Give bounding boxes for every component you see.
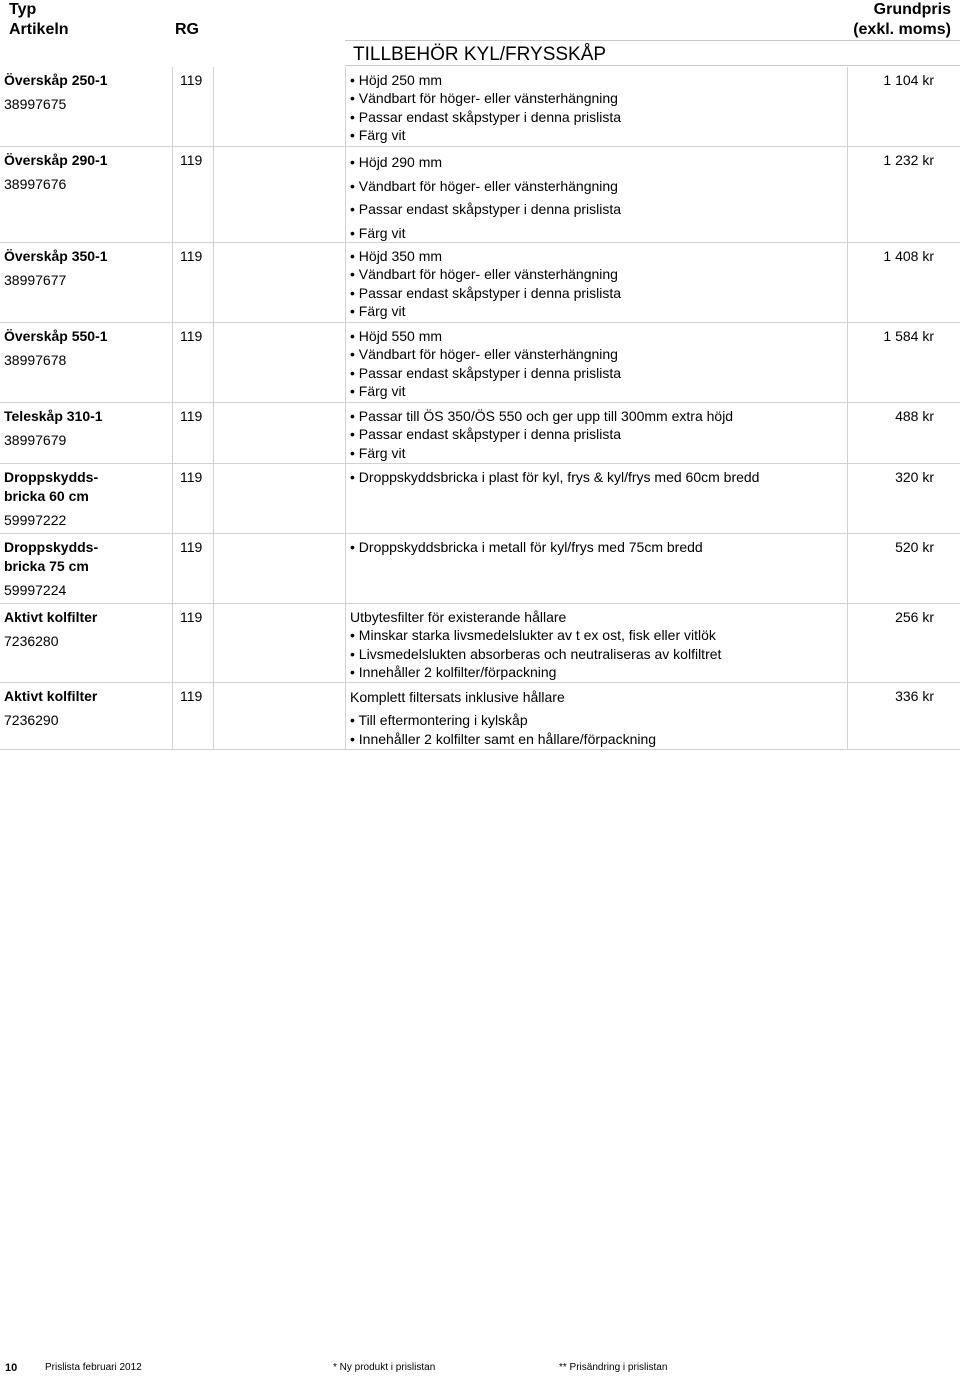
description-cell (345, 243, 847, 322)
description-line: • Droppskyddsbricka i metall för kyl/frys med 75cm bredd (350, 539, 703, 555)
description-cell (345, 67, 847, 146)
description-line: • Höjd 250 mm (350, 72, 443, 88)
description-line: • Höjd 350 mm (350, 248, 443, 264)
header-price-sublabel: (exkl. moms) (853, 21, 951, 38)
article-number: 38997675 (4, 96, 67, 112)
article-number: 7236280 (4, 633, 59, 649)
description-line: • Passar endast skåpstyper i denna prislista (350, 108, 622, 125)
table-row (0, 403, 960, 464)
rg-cell: 119 (172, 464, 213, 533)
article-number: 59997222 (4, 512, 67, 528)
new-product-note: * Ny produkt i prislistan (333, 1362, 436, 1373)
price-cell: 1 584 kr (847, 323, 960, 402)
article-name-line: Droppskydds- (4, 469, 99, 485)
description-cell (345, 683, 847, 749)
article-number: 59997224 (4, 582, 67, 598)
article-name: Överskåp 250-1 (4, 72, 108, 88)
article-cell (0, 403, 172, 463)
spacer-cell (213, 683, 345, 749)
description-line: • Droppskyddsbricka i plast för kyl, frys & kyl/frys med 60cm bredd (350, 469, 760, 485)
description-line: • Passar endast skåpstyper i denna prislista (350, 201, 622, 218)
article-cell (0, 147, 172, 242)
article-number: 38997678 (4, 352, 67, 368)
header-type-label: Typ (9, 1, 37, 18)
description-line: • Vändbart för höger- eller vänsterhängning (350, 90, 618, 107)
description-line: • Färg vit (350, 225, 406, 242)
table-header (0, 0, 960, 40)
spacer-cell (213, 147, 345, 242)
article-cell (0, 323, 172, 402)
article-name: Överskåp 290-1 (4, 152, 108, 168)
article-cell (0, 243, 172, 322)
description-line: • Färg vit (350, 444, 406, 461)
page-footer (0, 1362, 960, 1377)
description-line: • Vändbart för höger- eller vänsterhängning (350, 266, 618, 283)
article-cell (0, 604, 172, 682)
article-number: 7236290 (4, 712, 59, 728)
article-name: Aktivt kolfilter (4, 688, 98, 704)
rg-cell: 119 (172, 534, 213, 603)
article-name-line: bricka 60 cm (4, 488, 89, 504)
rg-cell: 119 (172, 604, 213, 682)
rg-cell: 119 (172, 683, 213, 749)
article-cell (0, 683, 172, 749)
article-cell (0, 67, 172, 146)
description-line: • Minskar starka livsmedelslukter av t ex ost, fisk eller vitlök (350, 627, 716, 644)
price-cell: 256 kr (847, 604, 960, 682)
spacer-cell (213, 67, 345, 146)
table-row (0, 323, 960, 403)
header-price-label: Grundpris (873, 1, 951, 18)
description-line: • Färg vit (350, 302, 406, 319)
price-cell: 1 408 kr (847, 243, 960, 322)
page-number: 10 (5, 1362, 18, 1374)
description-line: • Vändbart för höger- eller vänsterhängning (350, 177, 618, 194)
price-cell: 520 kr (847, 534, 960, 603)
description-line: • Passar endast skåpstyper i denna prislista (350, 364, 622, 381)
description-line: • Färg vit (350, 382, 406, 399)
article-number: 38997676 (4, 176, 67, 192)
article-name: Överskåp 550-1 (4, 328, 108, 344)
description-cell (345, 403, 847, 463)
description-cell (345, 323, 847, 402)
description-cell (345, 604, 847, 682)
description-line: • Livsmedelslukten absorberas och neutraliseras av kolfiltret (350, 645, 722, 662)
description-line: • Innehåller 2 kolfilter/förpackning (350, 663, 557, 680)
table-row (0, 243, 960, 323)
description-line: • Passar till ÖS 350/ÖS 550 och ger upp till 300mm extra höjd (350, 408, 734, 424)
description-line: Utbytesfilter för existerande hållare (350, 609, 567, 625)
description-line: • Innehåller 2 kolfilter samt en hållare/förpackning (350, 731, 657, 747)
spacer-cell (213, 243, 345, 322)
article-cell (0, 534, 172, 603)
price-cell: 336 kr (847, 683, 960, 749)
section-title: TILLBEHÖR KYL/FRYSSKÅP (345, 40, 960, 66)
price-cell: 1 232 kr (847, 147, 960, 242)
article-cell (0, 464, 172, 533)
description-line: • Färg vit (350, 126, 406, 143)
table-row (0, 147, 960, 243)
rg-cell: 119 (172, 147, 213, 242)
article-number: 38997679 (4, 432, 67, 448)
table-row (0, 604, 960, 683)
spacer-cell (213, 464, 345, 533)
article-number: 38997677 (4, 272, 67, 288)
header-article-label: Artikeln (9, 21, 69, 38)
article-name-line: bricka 75 cm (4, 558, 89, 574)
description-cell (345, 464, 847, 533)
spacer-cell (213, 323, 345, 402)
description-line: • Vändbart för höger- eller vänsterhängning (350, 346, 618, 363)
header-rg-label: RG (175, 21, 199, 38)
description-cell (345, 147, 847, 242)
description-line: • Passar endast skåpstyper i denna prislista (350, 426, 622, 443)
rg-cell: 119 (172, 323, 213, 402)
table-row (0, 464, 960, 534)
pricelist-label: Prislista februari 2012 (45, 1362, 142, 1373)
description-cell (345, 534, 847, 603)
rg-cell: 119 (172, 403, 213, 463)
article-name-line: Droppskydds- (4, 539, 99, 555)
spacer-cell (213, 534, 345, 603)
table-row (0, 67, 960, 147)
rg-cell: 119 (172, 67, 213, 146)
table-row (0, 683, 960, 750)
description-line: • Höjd 550 mm (350, 328, 443, 344)
description-line: • Till eftermontering i kylskåp (350, 712, 528, 728)
description-line: • Höjd 290 mm (350, 154, 443, 170)
price-cell: 320 kr (847, 464, 960, 533)
spacer-cell (213, 403, 345, 463)
description-line: • Passar endast skåpstyper i denna prislista (350, 284, 622, 301)
description-line: Komplett filtersats inklusive hållare (350, 689, 565, 705)
price-cell: 1 104 kr (847, 67, 960, 146)
rg-cell: 119 (172, 243, 213, 322)
spacer-cell (213, 604, 345, 682)
table-row (0, 534, 960, 604)
article-name: Aktivt kolfilter (4, 609, 98, 625)
article-name: Teleskåp 310-1 (4, 408, 103, 424)
article-name: Överskåp 350-1 (4, 248, 108, 264)
product-table (0, 67, 960, 750)
price-change-note: ** Prisändring i prislistan (559, 1362, 668, 1373)
price-cell: 488 kr (847, 403, 960, 463)
